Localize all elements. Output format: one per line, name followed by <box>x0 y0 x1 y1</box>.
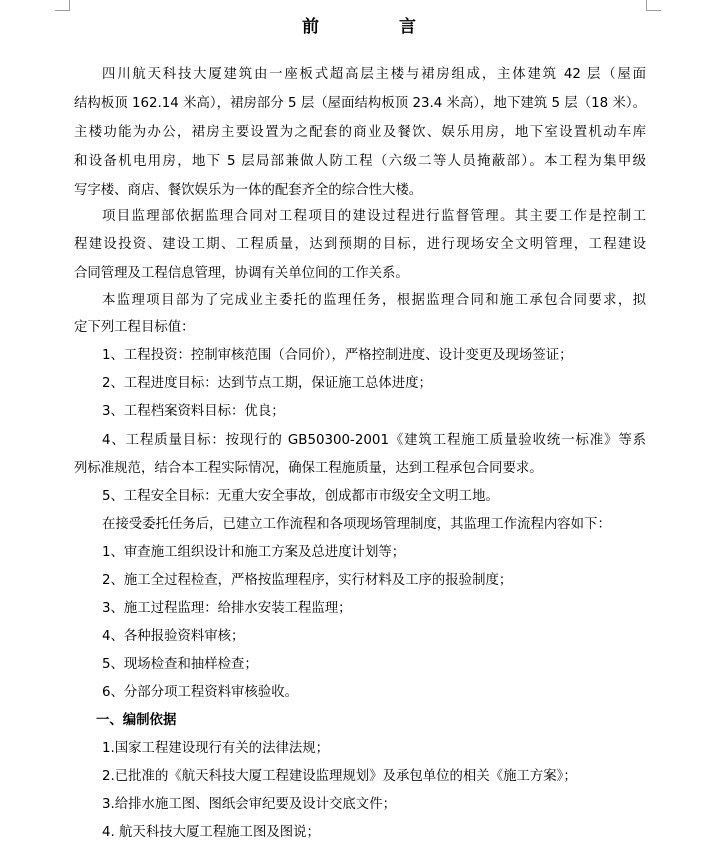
paragraph-line: 写字楼、商店、餐饮娱乐为一体的配套齐全的综合性大楼。 <box>74 183 423 198</box>
basis-item: 1.国家工程建设现行有关的法律法规； <box>102 741 330 756</box>
workflow-item: 4、各种报验资料审核； <box>102 629 245 644</box>
workflow-intro: 在接受委托任务后，已建立工作流程和各项现场管理制度，其监理工作流程内容如下： <box>102 517 611 532</box>
workflow-item: 3、施工过程监理：给排水安装工程监理； <box>102 601 352 616</box>
basis-item: 4. 航天科技大厦工程施工图及图说； <box>102 825 320 840</box>
paragraph-line: 定下列工程目标值： <box>74 320 195 335</box>
goal-item: 4、工程质量目标：按现行的 GB50300-2001《建筑工程施工质量验收统一标准》等系 <box>102 433 646 448</box>
basis-item: 2.已批准的《航天科技大厦工程建设监理规划》及承包单位的相关《施工方案》； <box>102 769 577 784</box>
title-char-2: 言 <box>399 17 418 37</box>
paragraph-line: 主楼功能为办公，裙房主要设置为之配套的商业及餐饮、娱乐用房，地下室设置机动车库 <box>74 125 646 140</box>
paragraph-line: 程建设投资、建设工期、工程质量，达到预期的目标，进行现场安全文明管理，工程建设 <box>74 237 646 252</box>
workflow-item: 1、审查施工组织设计和施工方案及总进度计划等； <box>102 545 406 560</box>
page-corner-mark-right <box>646 0 661 11</box>
paragraph-line: 和设备机电用房，地下 5 层局部兼做人防工程（六级二等人员掩蔽部）。本工程为集甲级 <box>74 154 646 169</box>
workflow-item: 2、施工全过程检查，严格按监理程序，实行材料及工序的报验制度； <box>102 573 513 588</box>
title-char-1: 前 <box>302 17 321 37</box>
page-corner-mark-left <box>55 0 70 11</box>
workflow-item: 5、现场检查和抽样检查； <box>102 657 258 672</box>
goal-item: 3、工程档案资料目标：优良； <box>102 404 285 419</box>
paragraph-line: 本监理项目部为了完成业主委托的监理任务，根据监理合同和施工承包合同要求，拟 <box>102 293 646 308</box>
paragraph-line: 合同管理及工程信息管理，协调有关单位间的工作关系。 <box>74 266 409 281</box>
paragraph-line: 四川航天科技大厦建筑由一座板式超高层主楼与裙房组成，主体建筑 42 层（屋面 <box>102 67 646 82</box>
basis-item: 3.给排水施工图、图纸会审纪要及设计交底文件； <box>102 797 396 812</box>
goal-item-continuation: 列标准规范，结合本工程实际情况，确保工程施质量，达到工程承包合同要求。 <box>74 461 543 476</box>
section-heading: 一、编制依据 <box>96 713 177 728</box>
goal-item: 2、工程进度目标：达到节点工期，保证施工总体进度； <box>102 376 432 391</box>
paragraph-line: 项目监理部依据监理合同对工程项目的建设过程进行监督管理。其主要工作是控制工 <box>102 209 646 224</box>
paragraph-line: 结构板顶 162.14 米高），裙房部分 5 层（屋面结构板顶 23.4 米高），地下建筑 5 层（18 米）。 <box>74 96 646 111</box>
workflow-item: 6、分部分项工程资料审核验收。 <box>102 685 298 700</box>
page-title <box>74 12 646 37</box>
goal-item: 5、工程安全目标：无重大安全事故，创成都市市级安全文明工地。 <box>102 489 499 504</box>
goal-item: 1、工程投资：控制审核范围（合同价），严格控制进度、设计变更及现场签证； <box>102 348 573 363</box>
